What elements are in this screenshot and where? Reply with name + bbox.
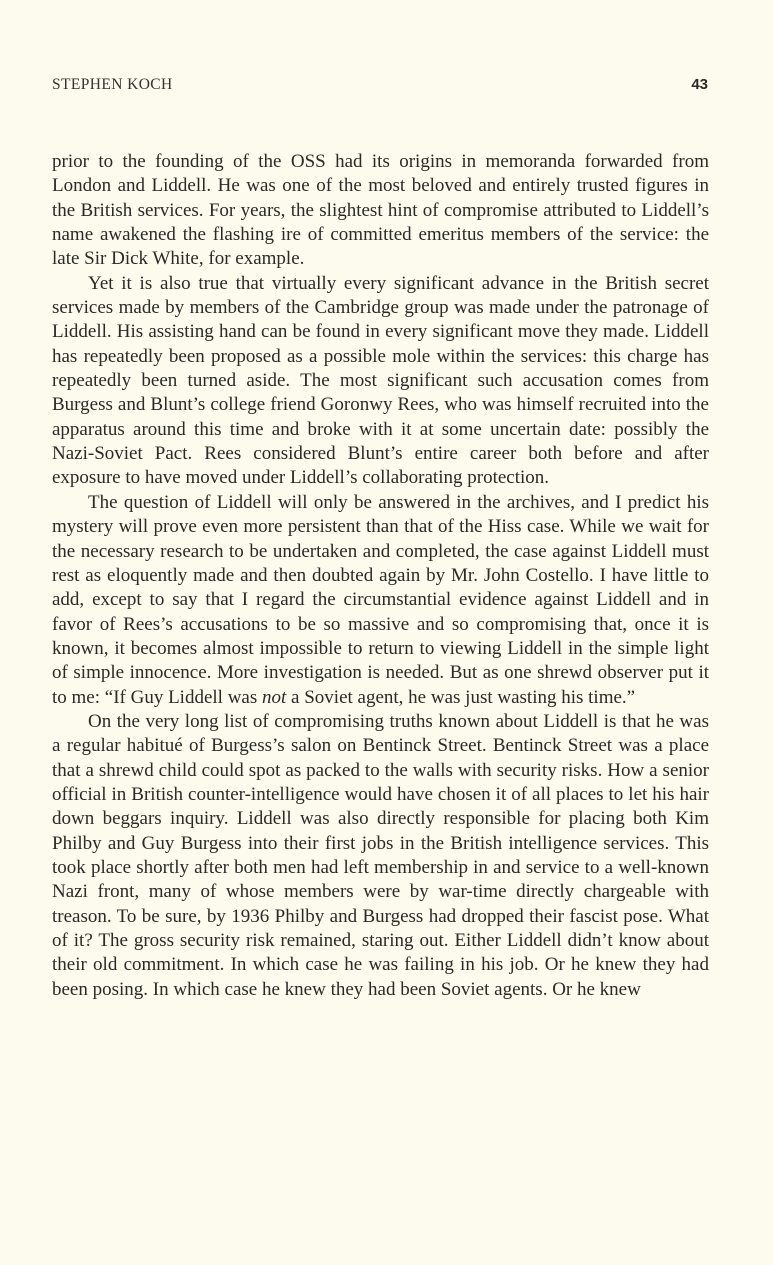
body-text: [52, 150, 709, 1002]
paragraph-continued: prior to the founding of the OSS had its origins in memoranda forwarded from London and Liddell. He was one of the most beloved and entirely trusted figures in the British services. For years, the slightest hint of compromise attributed to Liddell’s name awakened the flashing ire of committed emeritus members of the service: the late Sir Dick White, for example.: [52, 151, 709, 270]
paragraph: On the very long list of compromising truths known about Liddell is that he was a regular habitué of Burgess’s salon on Bentinck Street. Bentinck Street was a place that a shrewd child could spot as packed to the walls with security risks. How a senior official in British counter-intelligence would have chosen it of all places to let his hair down beggars inquiry. Liddell was also directly responsible for placing both Kim Philby and Guy Burgess into their first jobs in the British intelligence services. This took place shortly after both men had left membership in and service to a well-known Nazi front, many of whose members were by war-time directly chargeable with treason. To be sure, by 1936 Philby and Burgess had dropped their fascist pose. What of it? The gross security risk remained, staring out. Either Liddell didn’t know about their old commitment. In which case he was failing in his job. Or he knew they had been posing. In which case he knew they had been Soviet agents. Or he knew: [52, 710, 709, 1000]
paragraph: Yet it is also true that virtually every significant advance in the British secret services made by members of the Cambridge group was made under the patronage of Liddell. His assisting hand can be found in every significant move they made. Liddell has repeatedly been proposed as a possible mole within the services: this charge has repeatedly been turned aside. The most significant such accusation comes from Burgess and Blunt’s college friend Goronwy Rees, who was himself recruited into the apparatus around this time and broke with it at some uncertain date: possibly the Nazi-Soviet Pact. Rees considered Blunt’s entire career both before and after exposure to have moved under Liddell’s collaborating protection.: [52, 272, 709, 489]
paragraph-text: a Soviet agent, he was just wasting his time.”: [286, 686, 636, 708]
emphasized-word: not: [262, 686, 287, 708]
running-title: STEPHEN KOCH: [52, 76, 173, 93]
running-head: [52, 76, 708, 96]
paragraph-with-emphasis: [52, 491, 709, 710]
page-number: 43: [691, 76, 708, 93]
paragraph-text: The question of Liddell will only be answered in the archives, and I predict his mystery will prove even more persistent than that of the Hiss case. While we wait for the necessary research to be undertaken and completed, the case against Liddell must rest as eloquently made and then doubted again by Mr. John Costello. I have little to add, except to say that I regard the circumstantial evidence against Liddell and in favor of Rees’s accusations to be so massive and so compromising that, once it is known, it becomes almost impossible to return to viewing Liddell in the simple light of simple innocence. More investigation is needed. But as one shrewd observer put it to me: “If Guy Liddell was: [52, 491, 709, 708]
